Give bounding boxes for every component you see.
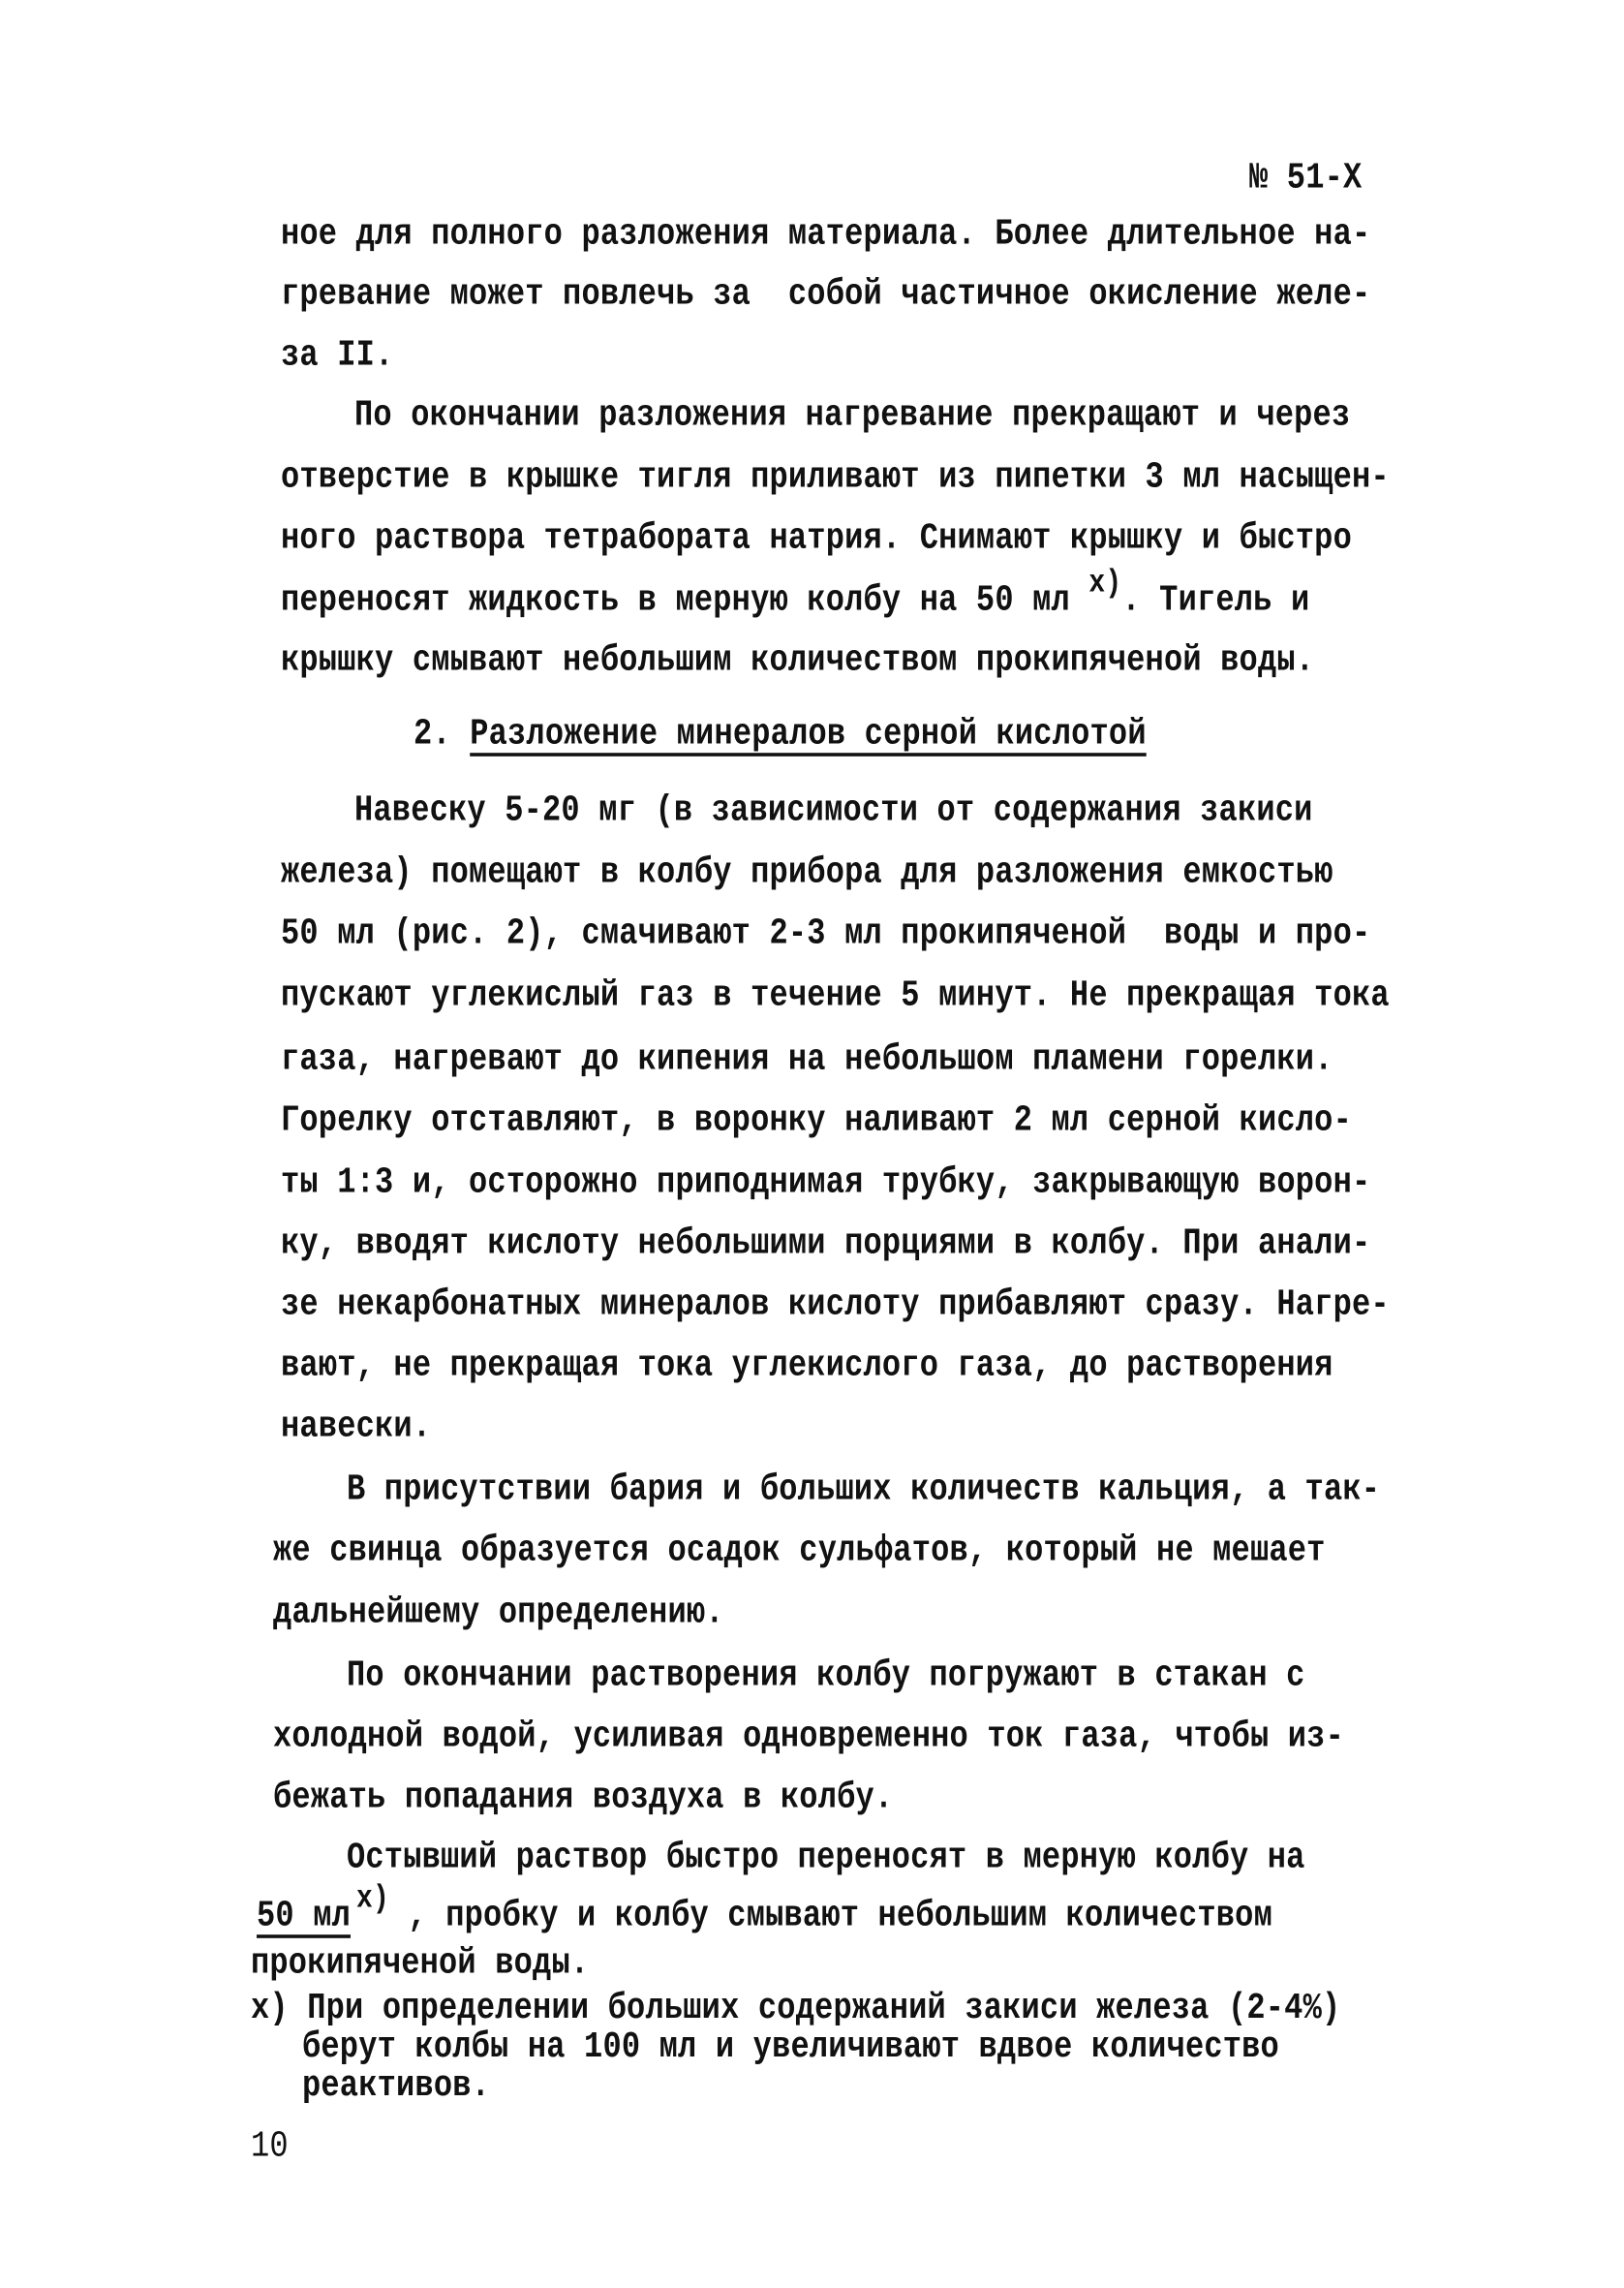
text-line <box>251 1881 1272 1941</box>
text-line: По окончании растворения колбу погружают в стакан с <box>347 1654 1305 1697</box>
text-line: же свинца образуется осадок сульфатов, который не мешает <box>273 1529 1326 1572</box>
section-title: Разложение минералов серной кислотой <box>470 712 1147 756</box>
text-line <box>281 566 1310 626</box>
text-line: Навеску 5-20 мг (в зависимости от содержания закиси <box>354 788 1313 832</box>
text-line: ты 1:3 и, осторожно приподнимая трубку, закрывающую ворон- <box>281 1160 1371 1204</box>
text-line: ного раствора тетрабората натрия. Снимают крышку и быстро <box>281 516 1352 560</box>
text-line: холодной водой, усиливая одновременно ток газа, чтобы из- <box>273 1715 1344 1758</box>
underlined-volume: 50 мл <box>257 1894 352 1937</box>
text-line: Горелку отставляют, в воронку наливают 2 мл серной кисло- <box>281 1098 1352 1142</box>
text-line: за II. <box>281 333 394 377</box>
text-line: 50 мл (рис. 2), смачивают 2-3 мл прокипяченой воды и про- <box>281 912 1371 955</box>
text-line: бежать попадания воздуха в колбу. <box>273 1776 894 1819</box>
text-line: ку, вводят кислоту небольшими порциями в колбу. При анали- <box>281 1221 1371 1265</box>
section-heading <box>414 711 1147 758</box>
section-number: 2. <box>414 712 471 756</box>
text-line: ное для полного разложения материала. Более длительное на- <box>281 212 1371 256</box>
text-line: прокипяченой воды. <box>251 1941 590 1985</box>
text-line: гревание может повлечь за собой частичное окисление желе- <box>281 272 1371 316</box>
footnote-line: реактивов. <box>302 2063 491 2107</box>
text-line: навески. <box>281 1405 432 1448</box>
footnote-marker: х) <box>1088 566 1122 603</box>
text-line: отверстие в крышке тигля приливают из пипетки 3 мл насыщен- <box>281 455 1390 499</box>
text-line: вают, не прекращая тока углекислого газа, до растворения <box>281 1344 1333 1387</box>
text-span: . Тигель и <box>1121 578 1310 622</box>
text-line: зе некарбонатных минералов кислоту прибавляют сразу. Нагре- <box>281 1283 1390 1326</box>
text-span: , пробку и колбу смывают небольшим количеством <box>389 1894 1272 1937</box>
text-line: газа, нагревают до кипения на небольшом пламени горелки. <box>281 1037 1333 1081</box>
text-line: железа) помещают в колбу прибора для разложения емкостью <box>281 850 1333 894</box>
document-number: № 51-Х <box>1249 156 1363 200</box>
footnote-line: х) При определении больших содержаний закиси железа (2-4%) <box>251 1986 1341 2029</box>
text-line: По окончании разложения нагревание прекращают и через <box>354 393 1351 437</box>
text-line: В присутствии бария и больших количеств кальция, а так- <box>347 1468 1381 1511</box>
text-line: пускают углекислый газ в течение 5 минут. Не прекращая тока <box>281 974 1390 1017</box>
text-line: дальнейшему определению. <box>273 1591 724 1634</box>
footnote-line: берут колбы на 100 мл и увеличивают вдвое количество <box>302 2025 1279 2068</box>
page-number: 10 <box>251 2124 289 2168</box>
text-line: крышку смывают небольшим количеством прокипяченой воды. <box>281 638 1315 682</box>
text-span: переносят жидкость в мерную колбу на 50 мл <box>281 578 1089 622</box>
text-line: Остывший раствор быстро переносят в мерную колбу на <box>347 1836 1305 1879</box>
footnote-marker: х) <box>356 1881 390 1918</box>
